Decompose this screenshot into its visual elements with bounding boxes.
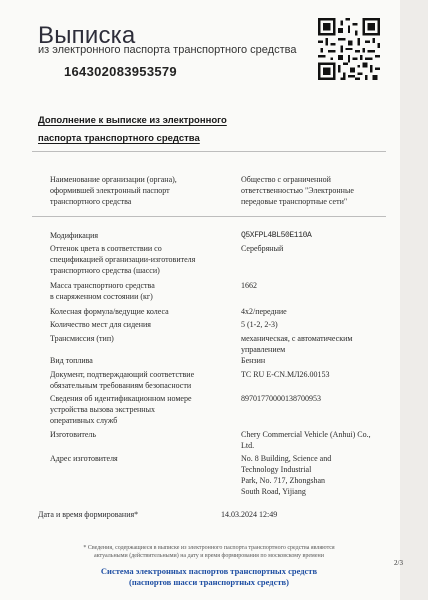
safety-document-label: Документ, подтверждающий соответствие обязательным требованиям безопасности [50, 370, 195, 390]
mass-value: 1662 [241, 281, 257, 290]
generation-date-value: 14.03.2024 12:49 [221, 510, 278, 519]
supplement-title: Дополнение к выписке из электронного паспорта транспортного средства [38, 115, 227, 144]
wheel-formula-label: Колесная формула/ведущие колеса [50, 307, 169, 316]
manufacturer-value: Chery Commercial Vehicle (Anhui) Co., Ltd. [241, 430, 371, 450]
org-label: Наименование организации (органа), оформившей электронный паспорт транспортного средства [50, 175, 177, 206]
modification-label: Модификация [50, 231, 99, 240]
manufacturer-address-value: No. 8 Building, Science and Technology Industrial Park, No. 717, Zhongshan South Road, Yijiang [241, 454, 332, 496]
manufacturer-label: Изготовитель [50, 430, 97, 439]
divider [32, 151, 386, 152]
modification-value: Q5XFPL4BL50E110A [241, 231, 312, 240]
emergency-device-value: 89701770000138700953 [241, 394, 321, 403]
document-subtitle: из электронного паспорта транспортного средства [38, 44, 297, 56]
emergency-device-label: Сведения об идентификационном номере устройства вызова экстренных оперативных служб [50, 394, 192, 425]
org-value: Общество с ограниченной ответственностью "Электронные передовые транспортные сети" [241, 175, 354, 206]
color-label: Оттенок цвета в соответствии со спецификацией организации-изготовителя транспортного средства (шасси) [50, 244, 196, 275]
qr-code-icon [318, 18, 380, 80]
document-number: 164302083953579 [64, 64, 177, 79]
seats-label: Количество мест для сидения [50, 320, 151, 329]
mass-label: Масса транспортного средства в снаряженном состоянии (кг) [50, 281, 155, 301]
system-name: Система электронных паспортов транспортных средств (паспортов шасси транспортных средств) [100, 566, 318, 587]
generation-date-label: Дата и время формирования* [38, 510, 139, 519]
fuel-value: Бензин [241, 356, 266, 365]
wheel-formula-value: 4х2/передние [241, 307, 287, 316]
transmission-label: Трансмиссия (тип) [50, 334, 114, 343]
page-number: 2/3 [394, 559, 403, 567]
manufacturer-address-label: Адрес изготовителя [50, 454, 118, 463]
page-edge [400, 0, 428, 600]
document-title: Выписка [38, 22, 136, 49]
seats-value: 5 (1-2, 2-3) [241, 320, 278, 329]
color-value: Серебряный [241, 244, 284, 253]
transmission-value: механическая, с автоматическим управлением [241, 334, 353, 354]
fuel-label: Вид топлива [50, 356, 93, 365]
safety-document-value: ТС RU E-CN.МЛ26.00153 [241, 370, 330, 379]
divider [32, 216, 386, 217]
footnote: * Сведения, содержащиеся в выписке из электронного паспорта транспортного средства являются актуальными (действительными) на дату и время формирования по московскому времени [83, 545, 335, 559]
